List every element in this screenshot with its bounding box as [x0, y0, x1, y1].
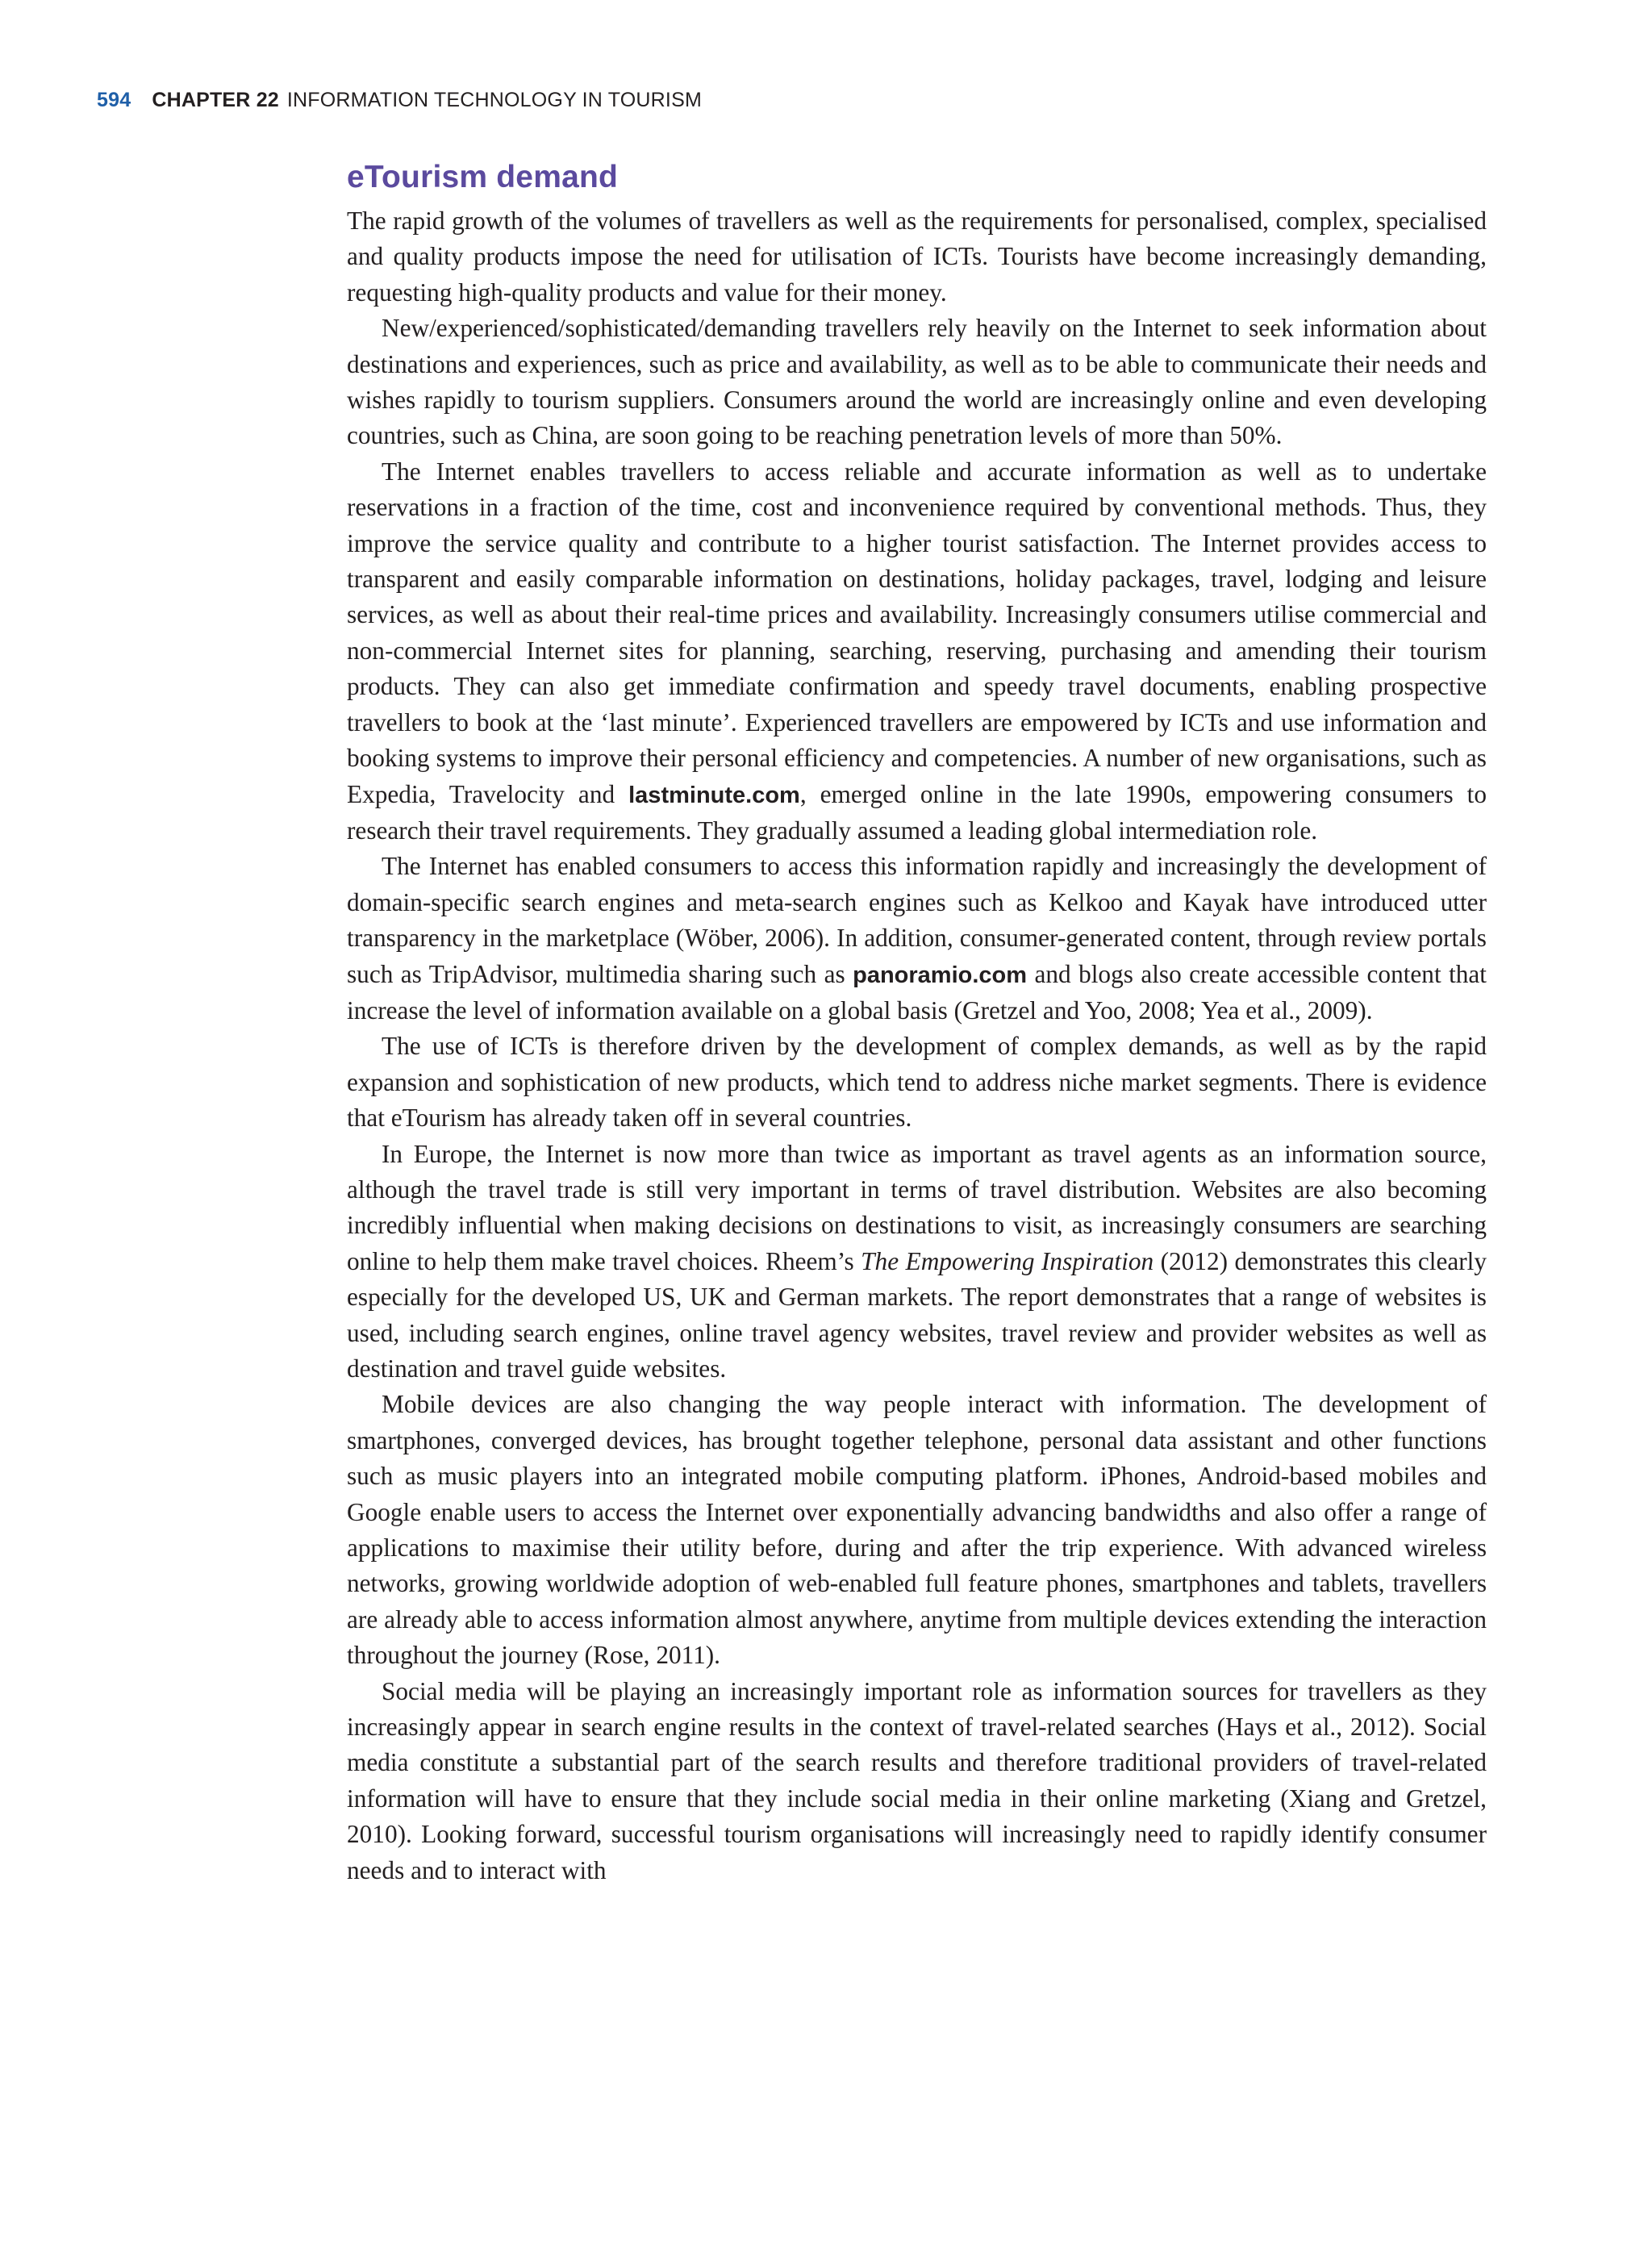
paragraph-3-text-b: , emerged online in the late 1990s, empowering consumers to research their travel requirements. They gradually assumed a leading global intermediation role. — [347, 779, 1487, 845]
chapter-title: INFORMATION TECHNOLOGY IN TOURISM — [286, 89, 702, 111]
paragraph-5: The use of ICTs is therefore driven by the development of complex demands, as well as by the rapid expansion and sophistication of new products, which tend to address niche market segments. There is evidence that eTourism has already taken off in several countries. — [347, 1032, 1487, 1133]
paragraph-4-text-b: and blogs also create accessible content that increase the level of information available on a global basis (Gretzel and Yoo, 2008; Yea et al., 2009). — [347, 959, 1487, 1024]
paragraph-6-text-b: (2012) demonstrates this clearly especially for the developed US, UK and German markets. The report demonstrates that a range of websites is used, including search engines, online travel agency websites, travel review and provider websites as well as destination and travel guide websites. — [347, 1246, 1487, 1383]
paragraph-8: Social media will be playing an increasingly important role as information sources for travellers as they increasingly appear in search engine results in the context of travel-related searches (Hays et al., 2012). Social media constitute a substantial part of the search results and therefore traditional providers of travel-related information will have to ensure that they include social media in their online marketing (Xiang and Gretzel, 2010). Looking forward, successful tourism organisations will increasingly need to rapidly identify consumer needs and to interact with — [347, 1676, 1487, 1884]
page-number: 594 — [97, 89, 131, 111]
main-content — [347, 160, 1487, 1888]
panoramio-url: panoramio.com — [853, 962, 1028, 988]
paragraph-4-text-a: The Internet has enabled consumers to access this information rapidly and increasingly the development of domain-specific search engines and meta-search engines such as Kelkoo and Kayak have introduced utter transparency in the marketplace (Wöber, 2006). In addition, consumer-generated content, through review portals such as TripAdvisor, multimedia sharing such as — [347, 852, 1487, 988]
paragraph-4 — [347, 849, 1487, 1029]
lastminute-url: lastminute.com — [628, 782, 800, 808]
report-title: The Empowering Inspiration — [861, 1246, 1154, 1275]
paragraph-7: Mobile devices are also changing the way people interact with information. The development of smartphones, converged devices, has brought together telephone, personal data assistant and other functions such as music players into an integrated mobile computing platform. iPhones, Android-based mobiles and Google enable users to access the Internet over exponentially advancing bandwidths and also offer a range of applications to maximise their utility before, during and after the trip experience. With advanced wireless networks, growing worldwide adoption of web-enabled full feature phones, smartphones and tablets, travellers are already able to access information almost anywhere, anytime from multiple devices extending the interaction throughout the journey (Rose, 2011). — [347, 1390, 1487, 1670]
paragraph-2: New/experienced/sophisticated/demanding travellers rely heavily on the Internet to seek information about destinations and experiences, such as price and availability, as well as to be able to communicate their needs and wishes rapidly to tourism suppliers. Consumers around the world are increasingly online and even developing countries, such as China, are soon going to be reaching penetration levels of more than 50%. — [347, 314, 1487, 450]
section-heading: eTourism demand — [347, 160, 619, 194]
paragraph-6 — [347, 1137, 1487, 1387]
paragraph-6-text-a: In Europe, the Internet is now more than twice as important as travel agents as an information source, although the travel trade is still very important in terms of travel distribution. Websites are also becoming incredibly influential when making decisions on destinations to visit, as increasingly consumers are searching online to help them make travel choices. Rheem’s — [347, 1139, 1487, 1275]
paragraph-3 — [347, 454, 1487, 849]
paragraph-3-text-a: The Internet enables travellers to access reliable and accurate information as well as to undertake reservations in a fraction of the time, cost and inconvenience required by conventional methods. Thus, they improve the service quality and contribute to a higher tourist satisfaction. The Internet provides access to transparent and easily comparable information on destinations, holiday packages, travel, lodging and leisure services, as well as about their real-time prices and availability. Increasingly consumers utilise commercial and non-commercial Internet sites for planning, searching, reserving, purchasing and amending their tourism products. They can also get immediate confirmation and speedy travel documents, enabling prospective travellers to book at the ‘last minute’. Experienced travellers are empowered by ICTs and use information and booking systems to improve their personal efficiency and competencies. A number of new organisations, such as Expedia, Travelocity and — [347, 457, 1487, 808]
paragraph-1: The rapid growth of the volumes of travellers as well as the requirements for personalised, complex, specialised and quality products impose the need for utilisation of ICTs. Tourists have become increasingly demanding, requesting high-quality products and value for their money. — [347, 207, 1487, 307]
chapter-label: CHAPTER 22 — [152, 89, 279, 111]
running-header — [97, 89, 702, 112]
